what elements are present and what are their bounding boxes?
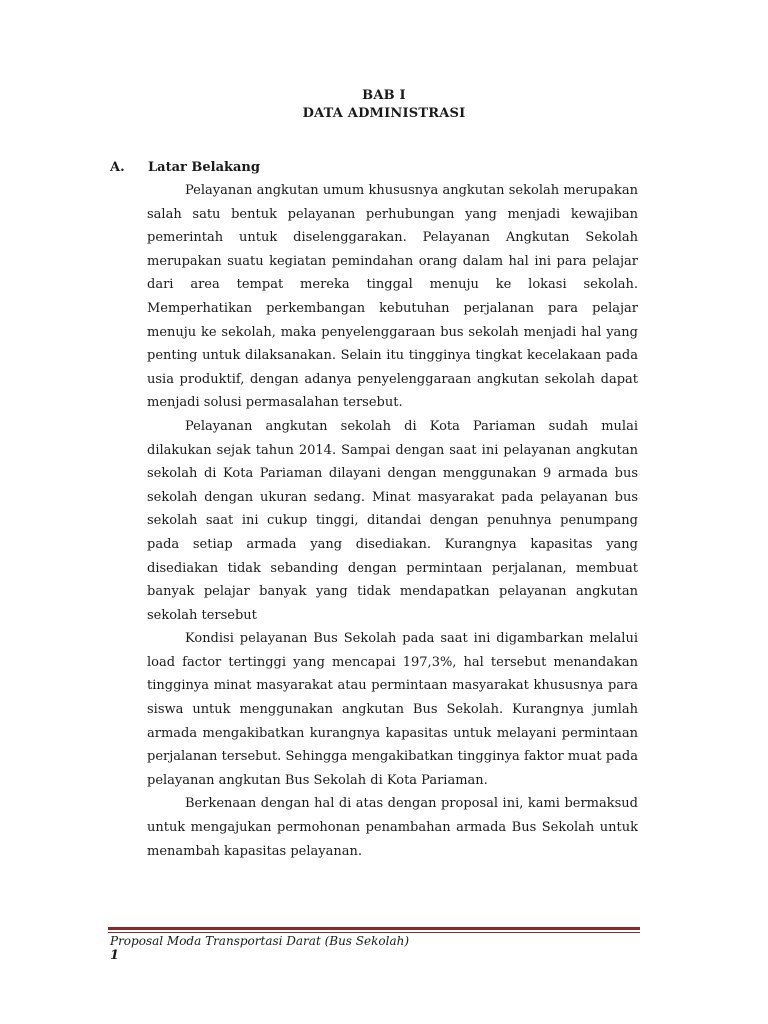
chapter-label: BAB I bbox=[362, 88, 406, 103]
page-number: 1 bbox=[110, 948, 120, 963]
footer-text: Proposal Moda Transportasi Darat (Bus Sekolah) bbox=[110, 934, 410, 948]
body-text bbox=[147, 179, 638, 863]
section-title: Latar Belakang bbox=[148, 160, 260, 175]
paragraph: Kondisi pelayanan Bus Sekolah pada saat ini digambarkan melalui load factor tertinggi yang mencapai 197,3%, hal tersebut menandakan tingginya minat masyarakat atau permintaan masyarakat khususnya para siswa untuk menggunakan angkutan Bus Sekolah. Kurangnya jumlah armada mengakibatkan kurangnya kapasitas untuk melayani permintaan perjalanan tersebut. Sehingga mengakibatkan tingginya faktor muat pada pelayanan angkutan Bus Sekolah di Kota Pariaman. bbox=[147, 631, 638, 788]
section-letter: A. bbox=[110, 160, 125, 175]
chapter-title: DATA ADMINISTRASI bbox=[302, 106, 466, 121]
footer-rule-thin bbox=[108, 932, 640, 933]
section-heading bbox=[110, 160, 260, 175]
paragraph: Berkenaan dengan hal di atas dengan proposal ini, kami bermaksud untuk mengajukan permohonan penambahan armada Bus Sekolah untuk menambah kapasitas pelayanan. bbox=[147, 796, 638, 859]
footer-rule-thick bbox=[108, 927, 640, 930]
paragraph: Pelayanan angkutan sekolah di Kota Pariaman sudah mulai dilakukan sejak tahun 2014. Sampai dengan saat ini pelayanan angkutan sekolah di Kota Pariaman dilayani dengan menggunakan 9 armada bus sekolah dengan ukuran sedang. Minat masyarakat pada pelayanan bus sekolah saat ini cukup tinggi, ditandai dengan penuhnya penumpang pada setiap armada yang disediakan. Kurangnya kapasitas yang disediakan tidak sebanding dengan permintaan perjalanan, membuat banyak pelajar banyak yang tidak mendapatkan pelayanan angkutan sekolah tersebut bbox=[147, 418, 638, 623]
paragraph: Pelayanan angkutan umum khususnya angkutan sekolah merupakan salah satu bentuk pelayanan perhubungan yang menjadi kewajiban pemerintah untuk diselenggarakan. Pelayanan Angkutan Sekolah merupakan suatu kegiatan pemindahan orang dalam hal ini para pelajar dari area tempat mereka tinggal menuju ke lokasi sekolah. Memperhatikan perkembangan kebutuhan perjalanan para pelajar menuju ke sekolah, maka penyelenggaraan bus sekolah menjadi hal yang penting untuk dilaksanakan. Selain itu tingginya tingkat kecelakaan pada usia produktif, dengan adanya penyelenggaraan angkutan sekolah dapat menjadi solusi permasalahan tersebut. bbox=[147, 183, 638, 411]
